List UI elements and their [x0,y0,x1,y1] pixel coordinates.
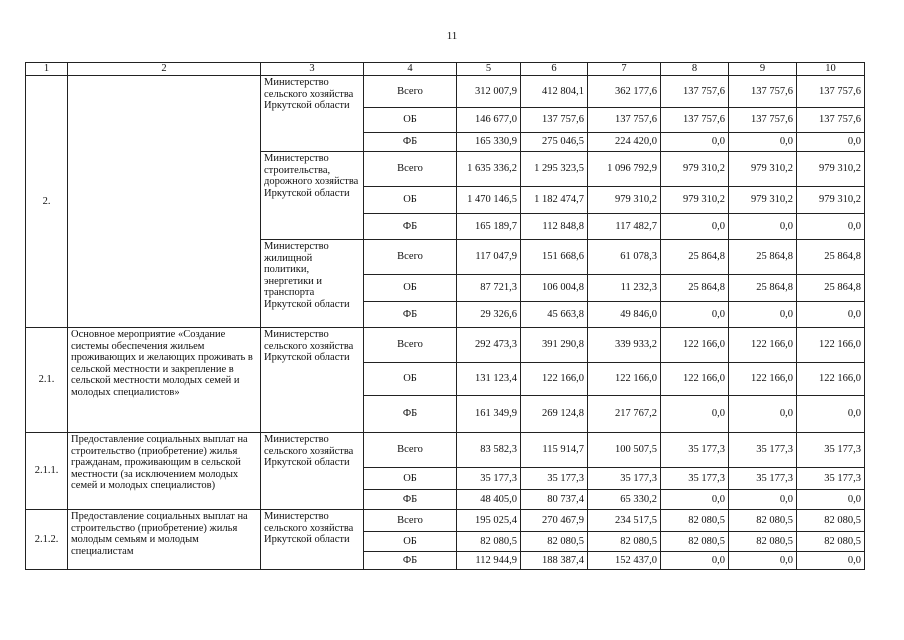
funding-source: ФБ [364,552,457,570]
value-cell: 117 047,9 [457,240,521,275]
value-cell: 112 944,9 [457,552,521,570]
value-cell: 0,0 [661,133,729,152]
header-cell: 4 [364,63,457,76]
value-cell: 1 096 792,9 [588,152,661,187]
value-cell: 122 166,0 [729,328,797,363]
header-cell: 5 [457,63,521,76]
value-cell: 25 864,8 [729,275,797,302]
value-cell: 0,0 [729,214,797,240]
value-cell: 82 080,5 [797,532,865,552]
value-cell: 35 177,3 [661,468,729,490]
value-cell: 82 080,5 [588,532,661,552]
funding-source: Всего [364,152,457,187]
value-cell: 122 166,0 [661,328,729,363]
value-cell: 292 473,3 [457,328,521,363]
value-cell: 82 080,5 [521,532,588,552]
value-cell: 0,0 [729,396,797,433]
row-code: 2. [26,76,68,328]
value-cell: 979 310,2 [729,152,797,187]
value-cell: 25 864,8 [661,275,729,302]
value-cell: 1 470 146,5 [457,187,521,214]
value-cell: 979 310,2 [729,187,797,214]
row-code: 2.1.2. [26,510,68,570]
value-cell: 1 295 323,5 [521,152,588,187]
header-cell: 10 [797,63,865,76]
executor-name: Министерство жилищной политики, энергетики и транспорта Иркутской области [261,240,364,328]
funding-source: ОБ [364,187,457,214]
value-cell: 137 757,6 [729,76,797,108]
value-cell: 391 290,8 [521,328,588,363]
funding-source: Всего [364,328,457,363]
funding-source: Всего [364,76,457,108]
value-cell: 49 846,0 [588,302,661,328]
value-cell: 165 330,9 [457,133,521,152]
value-cell: 165 189,7 [457,214,521,240]
value-cell: 979 310,2 [661,187,729,214]
header-cell: 3 [261,63,364,76]
value-cell: 35 177,3 [521,468,588,490]
value-cell: 25 864,8 [729,240,797,275]
value-cell: 11 232,3 [588,275,661,302]
value-cell: 122 166,0 [661,363,729,396]
value-cell: 35 177,3 [729,433,797,468]
value-cell: 151 668,6 [521,240,588,275]
funding-source: ОБ [364,468,457,490]
row-code: 2.1.1. [26,433,68,510]
value-cell: 362 177,6 [588,76,661,108]
value-cell: 188 387,4 [521,552,588,570]
value-cell: 35 177,3 [457,468,521,490]
activity-name [68,76,261,328]
activity-name: Предоставление социальных выплат на строительство (приобретение) жилья молодым семьям и молодым специалистам [68,510,261,570]
value-cell: 25 864,8 [661,240,729,275]
value-cell: 0,0 [661,302,729,328]
value-cell: 1 182 474,7 [521,187,588,214]
value-cell: 82 080,5 [797,510,865,532]
value-cell: 25 864,8 [797,240,865,275]
value-cell: 0,0 [797,552,865,570]
page-number: 11 [446,30,458,42]
value-cell: 0,0 [661,490,729,510]
header-cell: 1 [26,63,68,76]
value-cell: 146 677,0 [457,108,521,133]
value-cell: 0,0 [729,133,797,152]
value-cell: 122 166,0 [797,363,865,396]
value-cell: 35 177,3 [797,433,865,468]
executor-name: Министерство сельского хозяйства Иркутской области [261,510,364,570]
value-cell: 0,0 [797,214,865,240]
value-cell: 195 025,4 [457,510,521,532]
value-cell: 25 864,8 [797,275,865,302]
value-cell: 0,0 [797,302,865,328]
value-cell: 224 420,0 [588,133,661,152]
value-cell: 82 080,5 [457,532,521,552]
value-cell: 339 933,2 [588,328,661,363]
value-cell: 269 124,8 [521,396,588,433]
value-cell: 115 914,7 [521,433,588,468]
activity-name: Основное мероприятие «Создание системы обеспечения жильем проживающих и желающих проживать в сельской местности и закрепление в сельской местности молодых семей и молодых специалистов» [68,328,261,433]
executor-name: Министерство сельского хозяйства Иркутской области [261,328,364,433]
value-cell: 65 330,2 [588,490,661,510]
value-cell: 48 405,0 [457,490,521,510]
value-cell: 137 757,6 [729,108,797,133]
activity-name: Предоставление социальных выплат на строительство (приобретение) жилья гражданам, проживающим в сельской местности (за исключением молодых семей и молодых специалистов) [68,433,261,510]
header-cell: 2 [68,63,261,76]
value-cell: 0,0 [729,302,797,328]
value-cell: 234 517,5 [588,510,661,532]
value-cell: 0,0 [729,490,797,510]
value-cell: 217 767,2 [588,396,661,433]
value-cell: 35 177,3 [661,433,729,468]
value-cell: 152 437,0 [588,552,661,570]
value-cell: 106 004,8 [521,275,588,302]
funding-source: ОБ [364,532,457,552]
executor-name: Министерство строительства, дорожного хозяйства Иркутской области [261,152,364,240]
header-cell: 6 [521,63,588,76]
funding-source: ФБ [364,214,457,240]
value-cell: 100 507,5 [588,433,661,468]
row-code: 2.1. [26,328,68,433]
value-cell: 161 349,9 [457,396,521,433]
value-cell: 122 166,0 [729,363,797,396]
value-cell: 82 080,5 [661,510,729,532]
value-cell: 979 310,2 [797,187,865,214]
value-cell: 131 123,4 [457,363,521,396]
value-cell: 137 757,6 [797,76,865,108]
funding-source: Всего [364,433,457,468]
value-cell: 122 166,0 [521,363,588,396]
value-cell: 61 078,3 [588,240,661,275]
value-cell: 0,0 [797,396,865,433]
executor-name: Министерство сельского хозяйства Иркутской области [261,76,364,152]
value-cell: 35 177,3 [729,468,797,490]
funding-source: ОБ [364,108,457,133]
table-row [26,328,865,363]
value-cell: 137 757,6 [661,76,729,108]
header-cell: 7 [588,63,661,76]
funding-source: ОБ [364,363,457,396]
value-cell: 979 310,2 [661,152,729,187]
header-row [26,63,865,76]
funding-source: ФБ [364,302,457,328]
table-row [26,433,865,468]
value-cell: 270 467,9 [521,510,588,532]
value-cell: 979 310,2 [797,152,865,187]
value-cell: 137 757,6 [588,108,661,133]
value-cell: 82 080,5 [729,532,797,552]
value-cell: 122 166,0 [588,363,661,396]
budget-table [25,62,865,570]
value-cell: 0,0 [661,552,729,570]
header-cell: 9 [729,63,797,76]
value-cell: 137 757,6 [521,108,588,133]
funding-source: Всего [364,240,457,275]
value-cell: 35 177,3 [588,468,661,490]
funding-source: Всего [364,510,457,532]
value-cell: 1 635 336,2 [457,152,521,187]
value-cell: 0,0 [729,552,797,570]
value-cell: 979 310,2 [588,187,661,214]
header-cell: 8 [661,63,729,76]
funding-source: ОБ [364,275,457,302]
value-cell: 137 757,6 [661,108,729,133]
value-cell: 35 177,3 [797,468,865,490]
funding-source: ФБ [364,133,457,152]
value-cell: 0,0 [797,133,865,152]
value-cell: 87 721,3 [457,275,521,302]
funding-source: ФБ [364,396,457,433]
value-cell: 0,0 [661,214,729,240]
value-cell: 137 757,6 [797,108,865,133]
executor-name: Министерство сельского хозяйства Иркутской области [261,433,364,510]
value-cell: 80 737,4 [521,490,588,510]
table-row [26,76,865,108]
value-cell: 312 007,9 [457,76,521,108]
value-cell: 117 482,7 [588,214,661,240]
value-cell: 82 080,5 [729,510,797,532]
funding-source: ФБ [364,490,457,510]
table-row [26,510,865,532]
value-cell: 83 582,3 [457,433,521,468]
value-cell: 45 663,8 [521,302,588,328]
value-cell: 29 326,6 [457,302,521,328]
value-cell: 412 804,1 [521,76,588,108]
value-cell: 112 848,8 [521,214,588,240]
value-cell: 275 046,5 [521,133,588,152]
value-cell: 0,0 [661,396,729,433]
value-cell: 0,0 [797,490,865,510]
value-cell: 122 166,0 [797,328,865,363]
value-cell: 82 080,5 [661,532,729,552]
